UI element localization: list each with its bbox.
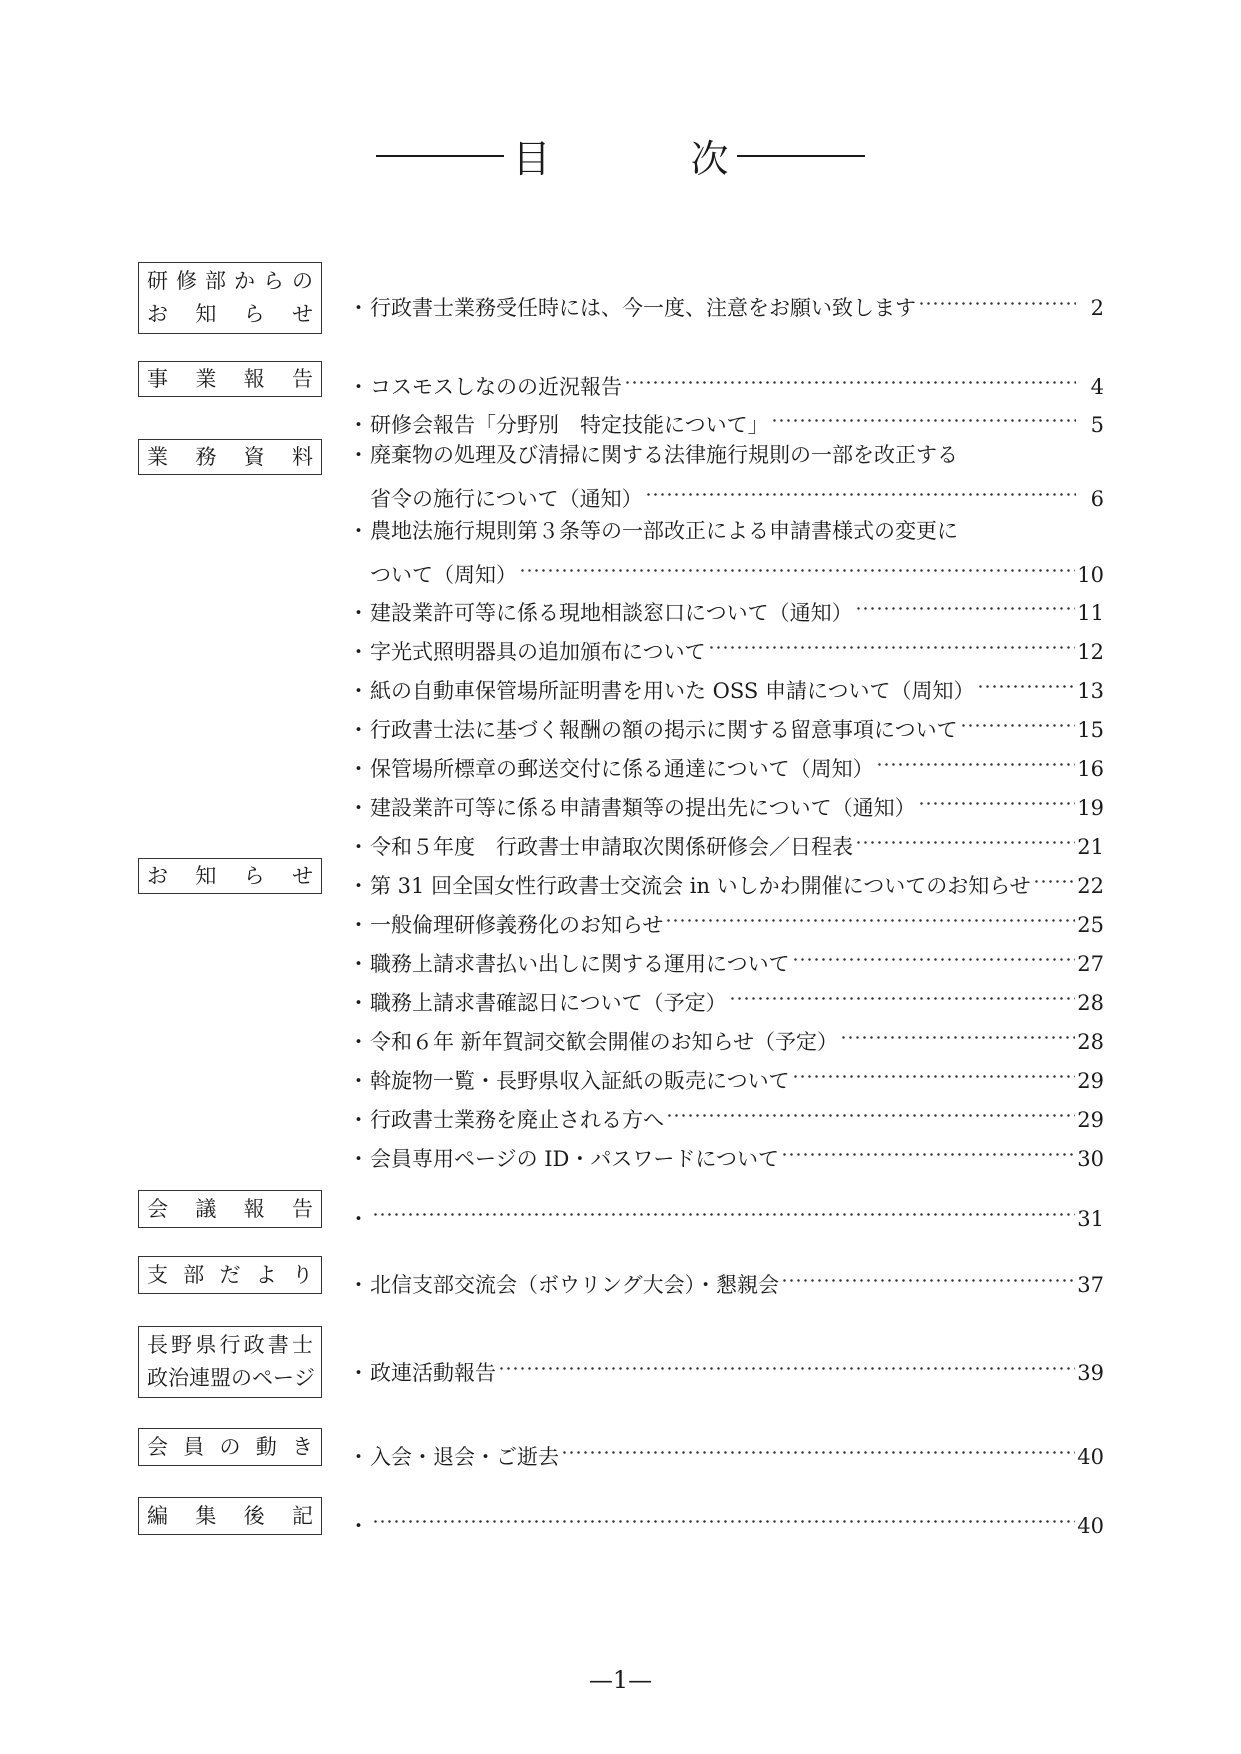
toc-entry[interactable] xyxy=(348,1132,1104,1176)
entry-page: 22 xyxy=(1077,874,1104,898)
entry-page: 2 xyxy=(1090,296,1104,320)
leader-dots xyxy=(855,820,1075,854)
toc-entry[interactable] xyxy=(348,1499,1104,1543)
entry-title: ・ 一般倫理研修義務化のお知らせ xyxy=(370,913,664,937)
toc-entry[interactable] xyxy=(348,937,1104,981)
section-gyomu xyxy=(138,439,322,475)
leader-dots xyxy=(771,398,1076,432)
toc-entry[interactable] xyxy=(348,438,1104,516)
entry-page: 19 xyxy=(1077,796,1104,820)
toc-entry[interactable] xyxy=(348,514,1104,592)
section-line: 政 治 連 盟 の ペ ー ジ xyxy=(147,1366,315,1390)
entry-title: ・ 北信支部交流会（ボウリング大会）・懇親会 xyxy=(370,1273,780,1297)
section-line: お 知 ら せ xyxy=(147,863,313,888)
section-line: お 知 ら せ xyxy=(147,302,313,326)
entry-title: ・ 令和６年 新年賀詞交歓会開催のお知らせ（予定） xyxy=(370,1030,839,1054)
toc-entry[interactable] xyxy=(348,398,1104,442)
toc-entry[interactable] xyxy=(348,781,1104,825)
entry-page: 28 xyxy=(1077,991,1104,1015)
entry-title: ・ 廃棄物の処理及び清掃に関する法律施行規則の一部を改正する xyxy=(370,443,958,467)
leader-dots xyxy=(372,1192,1075,1226)
entry-title: ・ 保管場所標章の郵送交付に係る通達について（周知） xyxy=(370,757,874,781)
entry-title: ・ 行政書士業務受任時には、今一度、注意をお願い致します xyxy=(370,296,916,320)
leader-dots xyxy=(792,1054,1076,1088)
section-line: 業 務 資 料 xyxy=(147,444,313,469)
leader-dots xyxy=(729,976,1076,1010)
section-line: 事 業 報 告 xyxy=(147,366,313,391)
entry-page: 16 xyxy=(1077,757,1104,781)
leader-dots xyxy=(645,472,1076,506)
toc-entry[interactable] xyxy=(348,1093,1104,1137)
entry-page: 39 xyxy=(1077,1361,1104,1385)
entry-page: 30 xyxy=(1077,1147,1104,1171)
toc-entry[interactable] xyxy=(348,586,1104,630)
entry-title: ・ 斡旋物一覧・長野県収入証紙の販売について xyxy=(370,1069,790,1093)
leader-dots xyxy=(666,1093,1075,1127)
section-line: 会 員 の 動 き xyxy=(147,1434,313,1459)
title-rule-right xyxy=(737,155,865,157)
entry-title: ・ 行政書士法に基づく報酬の額の掲示に関する留意事項について xyxy=(370,718,958,742)
toc-entry[interactable] xyxy=(348,281,1104,325)
entry-page: 12 xyxy=(1077,640,1104,664)
entry-page: 6 xyxy=(1090,487,1104,511)
leader-dots xyxy=(977,664,1076,698)
section-kenshu xyxy=(138,262,322,334)
section-kaiin xyxy=(138,1428,322,1466)
entry-title: ・ 行政書士業務を廃止される方へ xyxy=(370,1108,664,1132)
section-shibu xyxy=(138,1256,322,1294)
entry-title: ・ 紙の自動車保管場所証明書を用いた OSS 申請について（周知） xyxy=(370,679,975,703)
entry-page: 5 xyxy=(1090,413,1104,437)
section-line: 支 部 だ よ り xyxy=(147,1262,313,1287)
section-line: 研 修 部 か ら の xyxy=(147,269,313,293)
page-title xyxy=(0,128,1241,183)
entry-page: 28 xyxy=(1077,1030,1104,1054)
section-line: 編 集 後 記 xyxy=(147,1503,313,1528)
section-line: 会 議 報 告 xyxy=(147,1196,313,1221)
entry-page: 13 xyxy=(1077,679,1104,703)
page-number: —1— xyxy=(588,1666,653,1694)
title-char-1: 目 xyxy=(512,137,551,181)
toc-entry[interactable] xyxy=(348,859,1104,903)
entry-title: ・ 字光式照明器具の追加頒布について xyxy=(370,640,706,664)
entry-page: 10 xyxy=(1077,563,1104,587)
leader-dots xyxy=(781,1258,1075,1292)
toc-entry[interactable] xyxy=(348,1346,1104,1390)
leader-dots xyxy=(855,586,1076,620)
page-number-value: 1 xyxy=(612,1666,629,1694)
toc-entry[interactable] xyxy=(348,1430,1104,1474)
entry-title: ・ 入会・退会・ご逝去 xyxy=(370,1445,559,1469)
entry-title: ・ 職務上請求書確認日について（予定） xyxy=(370,991,727,1015)
leader-dots xyxy=(1033,859,1076,893)
entry-title: ・ 第 31 回全国女性行政書士交流会 in いしかわ開催についてのお知らせ xyxy=(370,874,1031,898)
entry-title-cont: 省令の施行について（通知） xyxy=(370,487,643,511)
section-jigyo xyxy=(138,361,322,397)
toc-entry[interactable] xyxy=(348,625,1104,669)
entry-title: ・ 会員専用ページの ID・パスワードについて xyxy=(370,1147,779,1171)
leader-dots xyxy=(372,1499,1075,1533)
leader-dots xyxy=(876,742,1076,776)
leader-dots xyxy=(624,360,1076,394)
entry-page: 21 xyxy=(1077,835,1104,859)
entry-title: ・ 建設業許可等に係る現地相談窓口について（通知） xyxy=(370,601,853,625)
toc-entry[interactable] xyxy=(348,1258,1104,1302)
toc-entry[interactable] xyxy=(348,976,1104,1020)
title-char-2: 次 xyxy=(690,137,729,181)
entry-title: ・ コスモスしなのの近況報告 xyxy=(370,375,622,399)
toc-entry[interactable] xyxy=(348,1192,1104,1236)
toc-entry[interactable] xyxy=(348,742,1104,786)
leader-dots xyxy=(960,703,1076,737)
entry-title: ・ 研修会報告「分野別 特定技能について」 xyxy=(370,413,769,437)
entry-title: ・ 建設業許可等に係る申請書類等の提出先について（通知） xyxy=(370,796,916,820)
entry-title: ・ 政連活動報告 xyxy=(370,1361,496,1385)
entry-title-cont: ついて（周知） xyxy=(370,563,517,587)
entry-page: 15 xyxy=(1077,718,1104,742)
entry-title: ・ 農地法施行規則第３条等の一部改正による申請書様式の変更に xyxy=(370,519,958,543)
entry-title: ・ 令和５年度 行政書士申請取次関係研修会／日程表 xyxy=(370,835,853,859)
entry-page: 4 xyxy=(1090,375,1104,399)
leader-dots xyxy=(519,548,1075,582)
section-line: 長 野 県 行 政 書 士 xyxy=(147,1333,313,1357)
toc-entry[interactable] xyxy=(348,898,1104,942)
toc-entry[interactable] xyxy=(348,820,1104,864)
entry-page: 37 xyxy=(1077,1273,1104,1297)
toc-entry[interactable] xyxy=(348,1054,1104,1098)
entry-page: 40 xyxy=(1077,1445,1104,1469)
entry-page: 29 xyxy=(1077,1069,1104,1093)
entry-page: 29 xyxy=(1077,1108,1104,1132)
entry-title: ・ 職務上請求書払い出しに関する運用について xyxy=(370,952,790,976)
entry-page: 25 xyxy=(1077,913,1104,937)
entry-page: 11 xyxy=(1077,601,1104,625)
entry-page: ・ 31 xyxy=(1077,1207,1104,1231)
section-kaigi xyxy=(138,1190,322,1228)
entry-page: ・ 40 xyxy=(1077,1514,1104,1538)
toc-entry[interactable] xyxy=(348,1015,1104,1059)
section-oshirase xyxy=(138,858,322,894)
toc-entry[interactable] xyxy=(348,664,1104,708)
leader-dots xyxy=(918,281,1076,315)
entry-page: 27 xyxy=(1077,952,1104,976)
leader-dots xyxy=(561,1430,1075,1464)
title-rule-left xyxy=(376,155,504,157)
leader-dots xyxy=(498,1346,1075,1380)
section-henshu xyxy=(138,1497,322,1535)
section-seiren xyxy=(138,1326,322,1398)
leader-dots xyxy=(918,781,1076,815)
leader-dots xyxy=(781,1132,1075,1166)
leader-dots xyxy=(665,898,1075,932)
leader-dots xyxy=(792,937,1076,971)
toc-entry[interactable] xyxy=(348,703,1104,747)
leader-dots xyxy=(708,625,1076,659)
leader-dots xyxy=(840,1015,1075,1049)
